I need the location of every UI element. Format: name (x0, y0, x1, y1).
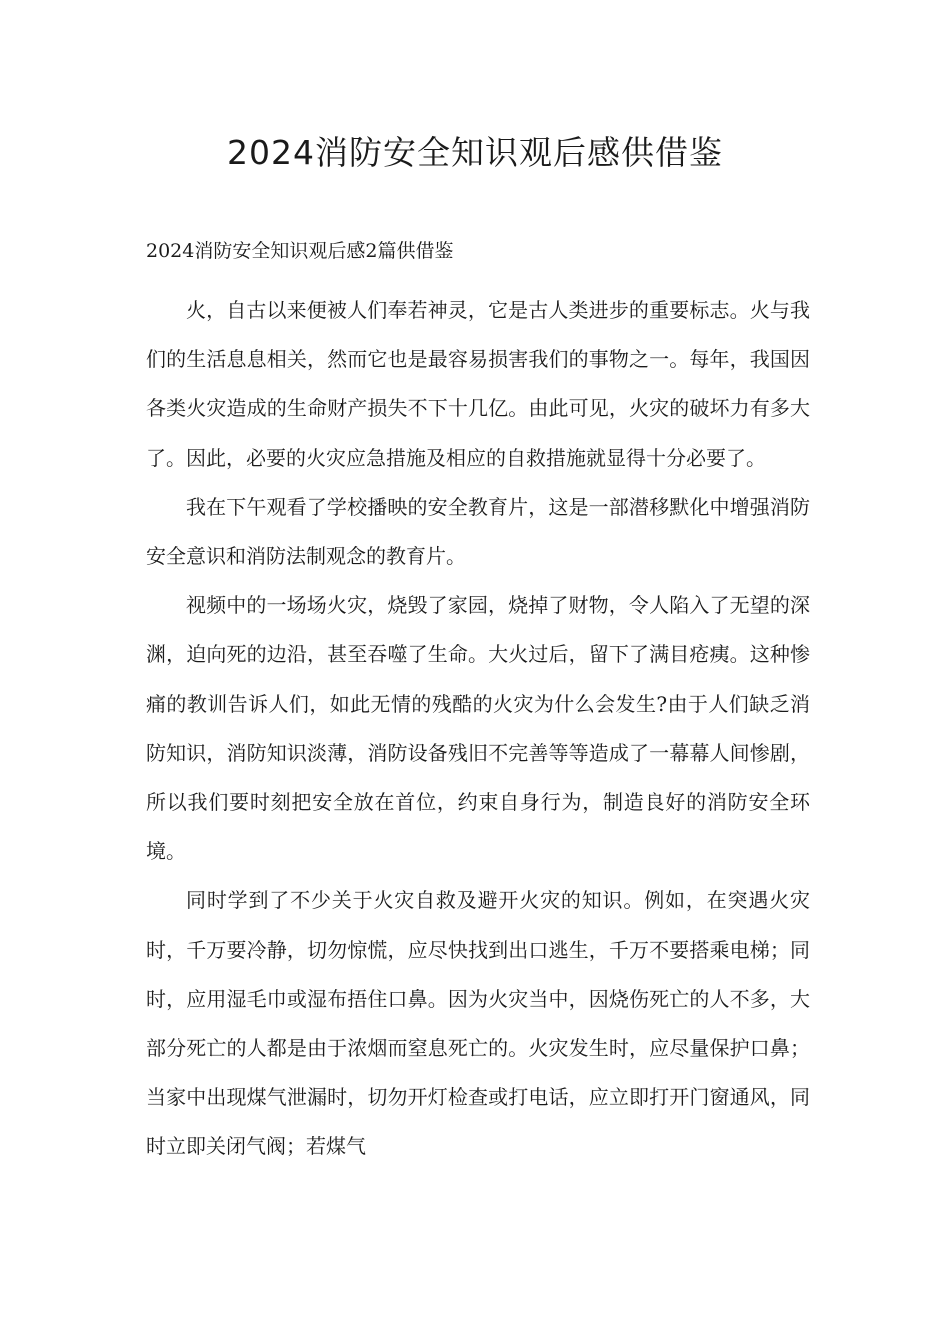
document-title: 2024消防安全知识观后感供借鉴 (227, 133, 723, 172)
document-subtitle: 2024消防安全知识观后感2篇供借鉴 (146, 240, 454, 262)
paragraph: 火，自古以来便被人们奉若神灵，它是古人类进步的重要标志。火与我们的生活息息相关，然而它也是最容易损害我们的事物之一。每年，我国因各类火灾造成的生命财产损失不下十几亿。由此可见，火灾的破坏力有多大了。因此，必要的火灾应急措施及相应的自救措施就显得十分必要了。 (146, 298, 810, 470)
paragraph: 视频中的一场场火灾，烧毁了家园，烧掉了财物，令人陷入了无望的深渊，迫向死的边沿，甚至吞噬了生命。大火过后，留下了满目疮痍。这种惨痛的教训告诉人们，如此无情的残酷的火灾为什么会发生?由于人们缺乏消防知识，消防知识淡薄，消防设备残旧不完善等等造成了一幕幕人间惨剧，所以我们要时刻把安全放在首位，约束自身行为，制造良好的消防安全环境。 (146, 593, 810, 864)
paragraph: 我在下午观看了学校播映的安全教育片，这是一部潜移默化中增强消防安全意识和消防法制观念的教育片。 (146, 494, 810, 569)
document-body (146, 286, 810, 1172)
paragraph: 同时学到了不少关于火灾自救及避开火灾的知识。例如，在突遇火灾时，千万要冷静，切勿惊慌，应尽快找到出口逃生，千万不要搭乘电梯；同时，应用湿毛巾或湿布捂住口鼻。因为火灾当中，因烧伤死亡的人不多，大部分死亡的人都是由于浓烟而窒息死亡的。火灾发生时，应尽量保护口鼻；当家中出现煤气泄漏时，切勿开灯检查或打电话，应立即打开门窗通风，同时立即关闭气阀；若煤气 (146, 888, 810, 1159)
